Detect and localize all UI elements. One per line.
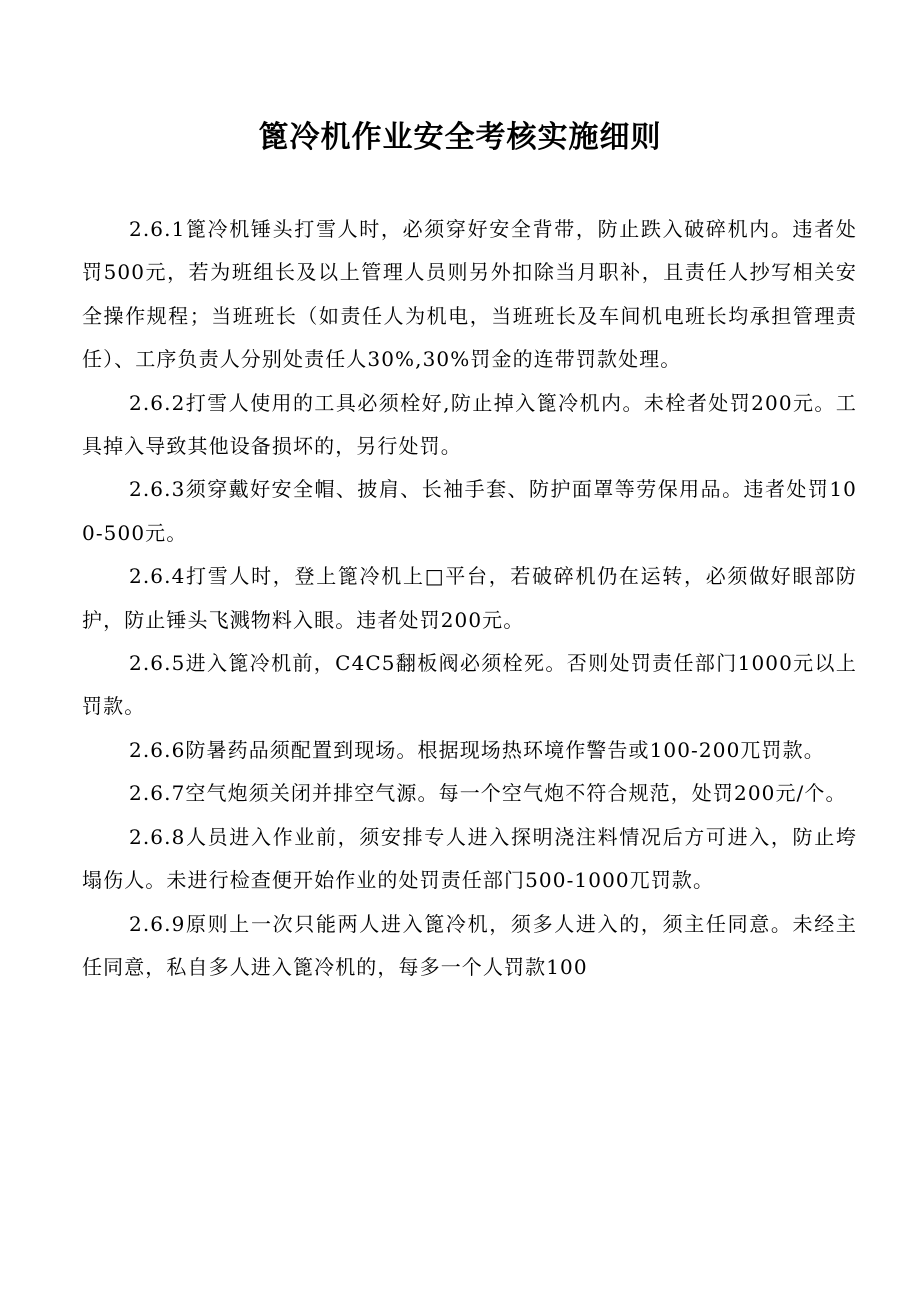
paragraph-2-6-3: 2.6.3须穿戴好安全帽、披肩、长袖手套、防护面罩等劳保用品。违者处罚100-500元。 [82,477,857,545]
paragraph-2-6-1: 2.6.1篦冷机锤头打雪人时，必须穿好安全背带，防止跌入破碎机内。违者处罚500元，若为班组长及以上管理人员则另外扣除当月职补，且责任人抄写相关安全操作规程；当班班长（如责任人为机电，当班班长及车间机电班长均承担管理责任）、工序负责人分别处责任人30%,30%罚金的连带罚款处理。 [82,217,857,372]
paragraph-2-6-9: 2.6.9原则上一次只能两人进入篦冷机，须多人进入的，须主任同意。未经主任同意，私自多人进入篦冷机的，每多一个人罚款100 [82,911,857,979]
paragraph-2-6-2: 2.6.2打雪人使用的工具必须栓好,防止掉入篦冷机内。未栓者处罚200元。工具掉入导致其他设备损坏的，另行处罚。 [82,390,857,459]
paragraph-2-6-4: 2.6.4打雪人时，登上篦冷机上□平台，若破碎机仍在运转，必须做好眼部防护，防止锤头飞溅物料入眼。违者处罚200元。 [82,564,857,632]
document-body [82,208,857,989]
paragraph-2-6-5: 2.6.5进入篦冷机前，C4C5翻板阀必须栓死。否则处罚责任部门1000元以上罚款。 [82,651,857,719]
paragraph-2-6-6: 2.6.6防暑药品须配置到现场。根据现场热环境作警告或100-200兀罚款。 [129,737,825,762]
paragraph-2-6-7: 2.6.7空气炮须关闭并排空气源。每一个空气炮不符合规范，处罚200元/个。 [129,781,847,806]
document-title: 篦冷机作业安全考核实施细则 [258,120,662,155]
paragraph-2-6-8: 2.6.8人员进入作业前，须安排专人进入探明浇注料情况后方可进入，防止垮塌伤人。未进行检查便开始作业的处罚责任部门500-1000兀罚款。 [82,824,857,893]
